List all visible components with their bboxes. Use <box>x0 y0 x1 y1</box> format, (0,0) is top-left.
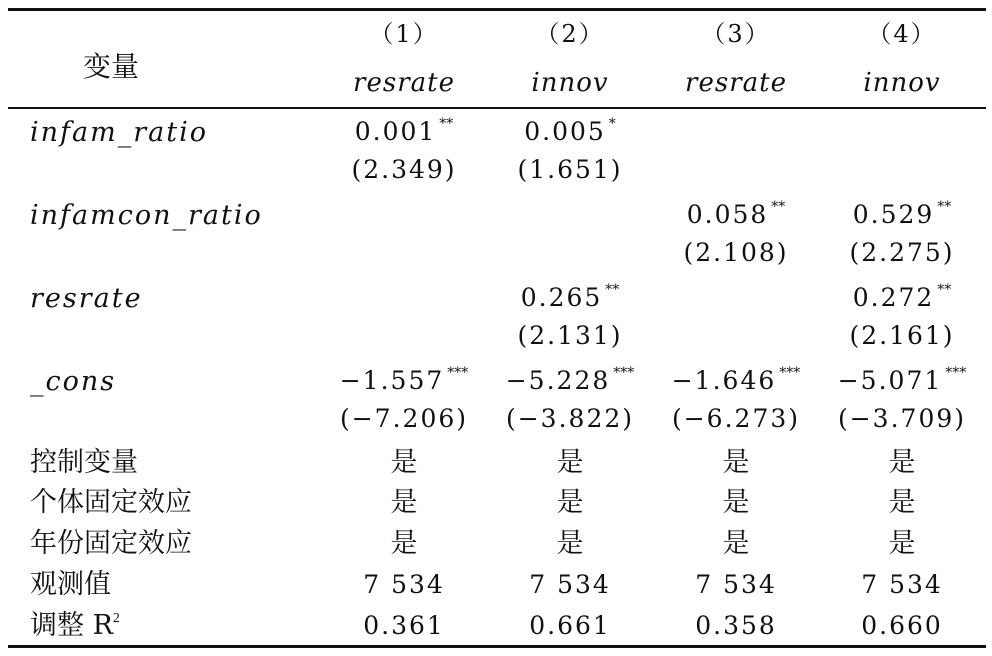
significance-stars: ** <box>937 199 952 215</box>
control-indicator: 是 <box>390 528 418 559</box>
significance-stars: *** <box>779 365 801 381</box>
control-indicator: 是 <box>722 447 750 478</box>
control-indicator: 是 <box>722 528 750 559</box>
observations-value: 7 534 <box>695 570 777 599</box>
control-indicator: 是 <box>556 487 584 518</box>
regression-table <box>8 0 986 656</box>
t-statistic-cell: (2.275) <box>849 238 955 267</box>
coefficient-cell <box>339 365 469 395</box>
significance-stars: ** <box>439 116 454 132</box>
control-indicator: 是 <box>888 447 916 478</box>
significance-stars: *** <box>945 365 967 381</box>
adjusted-r2-value: 0.661 <box>529 611 611 640</box>
significance-stars: *** <box>613 365 635 381</box>
column-number-2: （2） <box>535 20 605 48</box>
variable-label: infamcon_ratio <box>30 200 263 231</box>
observations-value: 7 534 <box>529 570 611 599</box>
t-statistic-cell: (2.108) <box>683 238 789 267</box>
control-label: 个体固定效应 <box>30 487 192 518</box>
significance-stars: * <box>608 116 616 132</box>
observations-value: 7 534 <box>363 570 445 599</box>
variable-label: _cons <box>30 366 117 397</box>
control-indicator: 是 <box>556 528 584 559</box>
coefficient-value: −5.228 <box>505 366 611 395</box>
control-indicator: 是 <box>888 528 916 559</box>
coefficient-cell <box>520 282 620 312</box>
observations-value: 7 534 <box>861 570 943 599</box>
column-dependent-4: innov <box>863 68 941 98</box>
column-dependent-2: innov <box>531 68 609 98</box>
control-indicator: 是 <box>722 487 750 518</box>
significance-stars: ** <box>771 199 786 215</box>
table-header-rule <box>8 107 986 109</box>
r2-superscript: 2 <box>112 611 120 626</box>
table-bottom-rule <box>8 645 986 648</box>
stub-header: 变量 <box>83 50 140 83</box>
t-statistic-cell: (−3.822) <box>505 404 635 433</box>
t-statistic-cell: (−7.206) <box>339 404 469 433</box>
control-indicator: 是 <box>888 487 916 518</box>
significance-stars: ** <box>605 282 620 298</box>
coefficient-cell <box>505 365 635 395</box>
control-indicator: 是 <box>390 487 418 518</box>
coefficient-value: 0.005 <box>524 117 606 146</box>
coefficient-value: 0.001 <box>354 117 437 146</box>
coefficient-cell <box>671 365 801 395</box>
coefficient-cell <box>686 199 786 229</box>
column-dependent-1: resrate <box>353 68 455 98</box>
adjusted-r2-value: 0.361 <box>363 611 445 640</box>
coefficient-value: −5.071 <box>837 366 943 395</box>
coefficient-value: 0.058 <box>686 200 769 229</box>
coefficient-cell <box>852 282 952 312</box>
significance-stars: ** <box>937 282 952 298</box>
coefficient-cell <box>852 199 952 229</box>
control-indicator: 是 <box>390 447 418 478</box>
coefficient-value: 0.265 <box>520 283 603 312</box>
observations-label: 观测值 <box>30 569 111 600</box>
column-number-3: （3） <box>701 20 771 48</box>
adjusted-r2-value: 0.358 <box>695 611 777 640</box>
significance-stars: *** <box>447 365 469 381</box>
adjusted-r2-label <box>30 612 120 639</box>
t-statistic-cell: (−3.709) <box>837 404 967 433</box>
control-indicator: 是 <box>556 447 584 478</box>
adjusted-r2-text: 调整 R <box>30 610 113 641</box>
control-label: 年份固定效应 <box>30 528 192 559</box>
adjusted-r2-value: 0.660 <box>861 611 943 640</box>
t-statistic-cell: (−6.273) <box>671 404 801 433</box>
column-dependent-3: resrate <box>685 68 787 98</box>
coefficient-cell <box>354 116 454 146</box>
coefficient-value: 0.272 <box>852 283 935 312</box>
t-statistic-cell: (2.131) <box>517 321 623 350</box>
coefficient-value: −1.646 <box>671 366 777 395</box>
coefficient-value: 0.529 <box>852 200 935 229</box>
variable-label: resrate <box>30 283 143 314</box>
coefficient-value: −1.557 <box>339 366 445 395</box>
column-number-4: （4） <box>867 20 937 48</box>
t-statistic-cell: (2.349) <box>351 155 457 184</box>
column-number-1: （1） <box>369 20 439 48</box>
coefficient-cell <box>524 116 616 146</box>
table-top-rule <box>8 8 986 11</box>
coefficient-cell <box>837 365 967 395</box>
variable-label: infam_ratio <box>30 117 208 148</box>
t-statistic-cell: (2.161) <box>849 321 955 350</box>
t-statistic-cell: (1.651) <box>517 155 623 184</box>
control-label: 控制变量 <box>30 447 138 478</box>
